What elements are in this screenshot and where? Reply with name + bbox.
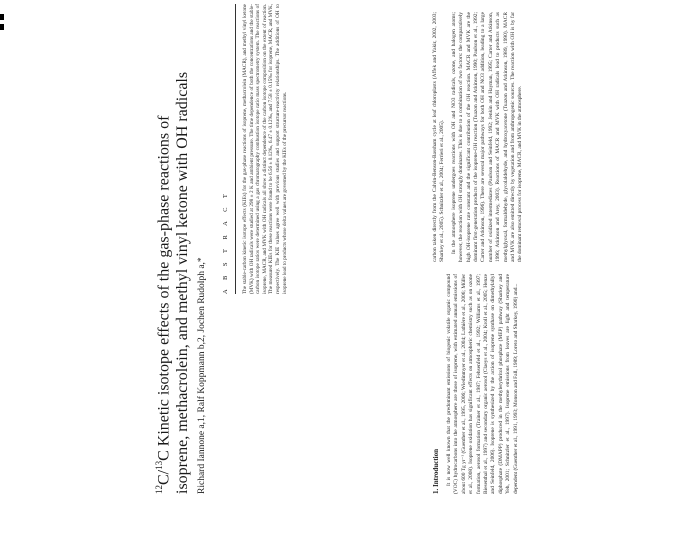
abstract-text: The stable-carbon kinetic isotope effects (KIEs) for the gas-phase reactions of isoprene, methacrolein (MACR), and methyl vinyl ketone (MVK) with OH radicals were studied at 298 ± 2 K and ambient pressure. The time dependence of both the concentrations and the stable-carbon isotope ratios were determined using a gas chromatography combustion isotope ratio mass spectrometry system. The reactions of isoprene, MACR, and MVK with OH radicals all show a distinct dependence of the carbon isotope composition on the extent of reaction. The measured KIEs for these reactions were found to be 6.56 ± 0.12‰, 6.47 ± 0.12‰, and 7.58 ± 0.15‰ for isoprene, MACR, and MVK, respectively. The KIE values agree well with previous studies and support structure-reactivity relationships. The additions of OH to isoprene lead to products whose delta values are governed by the KIEs of the precursor reactions. (242, 4, 288, 294)
col2-paragraph-1: carbon taken directly from the Calvin-Benson-Bassham cycle at leaf chloroplasts (Affek and Yakir, 2002, 2003; Sharkey et al., 2005). Schnitzler et al., 2004; Ferrieri et al., 2005). (432, 12, 446, 262)
introduction-heading: 1. Introduction (432, 449, 440, 494)
body-column-right (432, 12, 529, 262)
article-authors: Richard Iannone a,1, Ralf Koppmann b,2, Jochen Rudolph a,* (197, 257, 207, 494)
abstract-rule (235, 4, 236, 294)
article-title: $^{12}$C/$^{13}$C Kinetic isotope effects of the gas-phase reactions of isoprene, methacrolein, and methyl vinyl ketone with OH radicals (154, 71, 192, 494)
abstract-heading: A B S T R A C T (222, 190, 229, 294)
body-column-left (446, 274, 524, 494)
col2-paragraph-2: In the atmosphere isoprene undergoes reactions with OH and NO3 radicals, ozone, and halogen atoms; however, the reaction with OH strongly dominates. This is due to a combination of two factors: the comparatively high OH-isoprene rate constant and the significant contribution of the OH reaction. MACR and MVK are the dominant first-generation products of the isoprene-OH reaction (Tuazon and Atkinson, 1990; Paulson et al., 1992; Carter and Atkinson, 1996). There are several major pathways for both OH and NO3 addition, leading to a large number of oxidized intermediates (Paulson and Seinfeld, 1992; Jenkin and Hayman, 1995; Carter and Atkinson, 1996; Atkinson and Arey, 2003). Reactions of MACR and MVK with OH radicals lead to products such as methylglyoxal, formaldehyde, glycolaldehyde, and hydroxyacetone (Tuazon and Atkinson, 1989, 1990). MACR and MVK are also emitted directly by vegetation and from anthropogenic sources. The reaction with OH is by far the dominant removal process for isoprene, MACR, and MVK in the atmosphere. (450, 12, 524, 262)
col1-paragraph-1: It is now well known that the predominant emissions of biogenic volatile organic compound (VOC) hydrocarbons into the atmosphere are those of isoprene, with estimated annual emissions of about 600 Tg yr⁻¹ (Guenther et al., 1995, 2006; Wiedinmyer et al., 2004; Lathière et al., 2006; Müller et al., 2008). Isoprene oxidation has significant effects on atmospheric chemistry such as on ozone formation, aerosol formation (Trainer et al., 1987; Fehsenfeld et al., 1992; Williams et al., 1997; Biesenthal et al., 1997) and secondary organic aerosol (Claeys et al., 2004; Kroll et al., 2005; Henze and Seinfeld, 2006). Isoprene is synthesized by the action of isoprene synthase on dimethylallyl diphosphate (DMAPP) produced in the methylerythritol phosphate (MEP) pathway (Sharkey and Yeh, 2001; Schnitzler et al., 1997). Isoprene emissions from leaves are light and temperature dependent (Guenther et al., 1991, 1993; Monson and Fall, 1989; Loreto and Sharkey, 1990) and... (446, 274, 519, 494)
